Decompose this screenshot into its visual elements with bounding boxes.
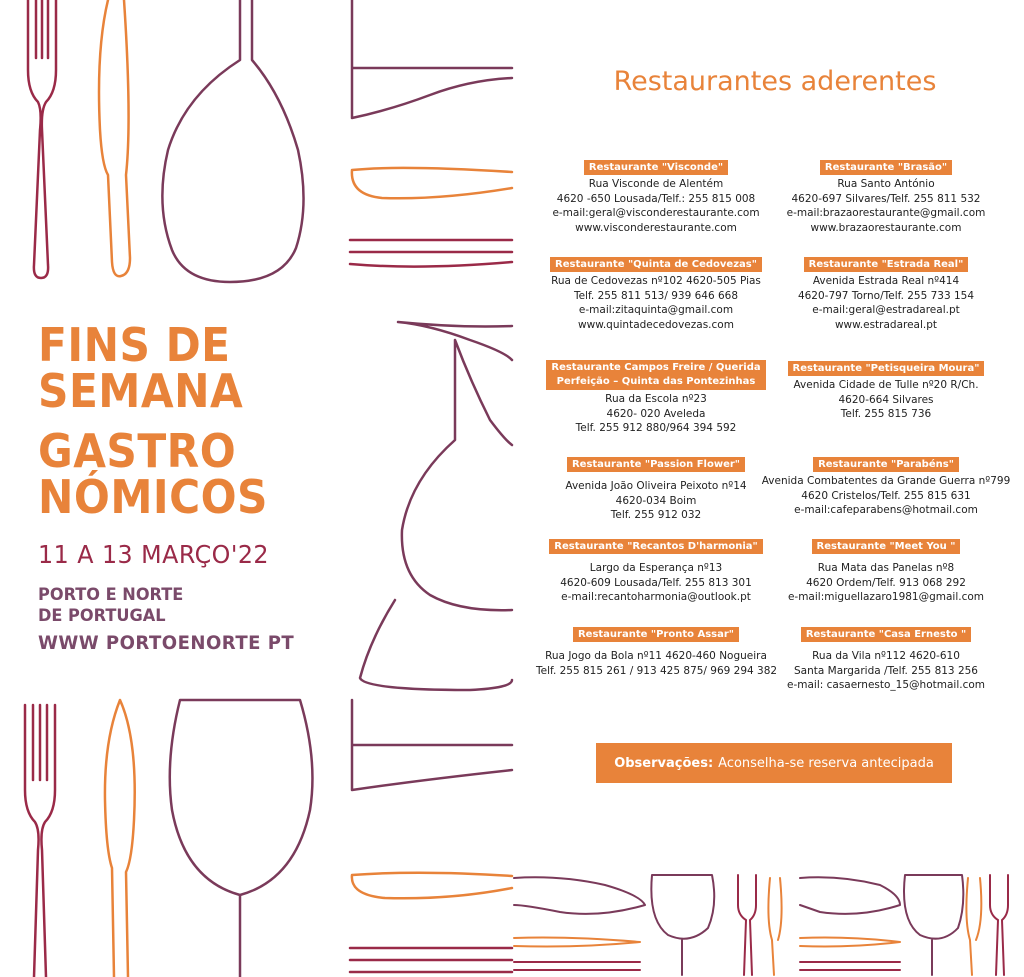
headline-line-3: GASTRO bbox=[38, 424, 237, 478]
restaurant-card: Restaurante "Visconde" Rua Visconde de Alentém 4620 -650 Lousada/Telf.: 255 815 008 e-mail:geral@visconderestaurante.com www.visconderestaurante.com bbox=[552, 162, 760, 234]
headline-line-4: NÓMICOS bbox=[38, 470, 268, 524]
restaurant-card: Restaurante "Recantos D'harmonia" Largo da Esperança nº13 4620-609 Lousada/Telf. 255 813 301 e-mail:recantoharmonia@outlook.pt bbox=[546, 539, 766, 605]
observations-label: Observações: bbox=[614, 755, 714, 771]
restaurant-card: Restaurante "Parabéns" Avenida Combatentes da Grande Guerra nº799 4620 Cristelos/Telf. 255 815 631 e-mail:cafeparabens@hotmail.com bbox=[761, 459, 1011, 517]
restaurant-name: Restaurante "Quinta de Cedovezas" bbox=[550, 257, 762, 272]
observations-banner bbox=[596, 743, 952, 783]
restaurant-card: Restaurante "Estrada Real" Avenida Estrada Real nº414 4620-797 Torno/Telf. 255 733 154 e-mail:geral@estradareal.pt www.estradareal.pt bbox=[797, 259, 975, 331]
restaurant-card: Restaurante "Passion Flower" Avenida João Oliveira Peixoto nº14 4620-034 Boim Telf. 255 912 032 bbox=[565, 459, 747, 522]
restaurant-name: Restaurante "Casa Ernesto " bbox=[801, 627, 971, 642]
knife-icon bbox=[105, 700, 135, 977]
cutlery-strip bbox=[514, 875, 1008, 975]
restaurant-name: Restaurante "Petisqueira Moura" bbox=[788, 361, 985, 376]
wine-glass-icon bbox=[162, 0, 303, 282]
knife-icon bbox=[99, 0, 130, 276]
region-line-1: PORTO E NORTE bbox=[38, 585, 184, 605]
restaurant-name: Restaurante "Visconde" bbox=[584, 160, 728, 175]
restaurant-card: Restaurante "Pronto Assar" Rua Jogo da Bola nº11 4620-460 Nogueira Telf. 255 815 261 / 913 425 875/ 969 294 382 bbox=[536, 629, 778, 677]
restaurant-name: Restaurante "Passion Flower" bbox=[567, 457, 745, 472]
restaurant-card: Restaurante "Petisqueira Moura" Avenida Cidade de Tulle nº20 R/Ch. 4620-664 Silvares Telf. 255 815 736 bbox=[776, 361, 996, 422]
restaurant-name: Restaurante "Brasão" bbox=[820, 160, 952, 175]
restaurant-card: Restaurante "Quinta de Cedovezas" Rua de Cedovezas nº102 4620-505 Pias Telf. 255 811 513/ 939 646 668 e-mail:zitaquinta@gmail.com www.quintadecedovezas.com bbox=[551, 259, 761, 331]
region-line-2: DE PORTUGAL bbox=[38, 606, 166, 626]
restaurant-name: Restaurante "Estrada Real" bbox=[804, 257, 969, 272]
restaurant-card: Restaurante "Meet You " Rua Mata das Panelas nº8 4620 Ordem/Telf. 913 068 292 e-mail:miguellazaro1981@gmail.com bbox=[787, 541, 985, 604]
headline-line-1: FINS DE bbox=[38, 318, 231, 372]
event-dates: 11 A 13 MARÇO'22 bbox=[38, 540, 270, 569]
restaurant-name: Restaurante Campos Freire / Querida Perfeição – Quinta das Pontezinhas bbox=[546, 360, 765, 390]
section-title: Restaurantes aderentes bbox=[613, 66, 937, 97]
website: WWW PORTOENORTE PT bbox=[38, 632, 295, 654]
restaurant-card: Restaurante Campos Freire / Querida Perfeição – Quinta das Pontezinhas Rua da Escola nº23 4620- 020 Aveleda Telf. 255 912 880/964 394 592 bbox=[546, 360, 766, 436]
headline-line-2: SEMANA bbox=[38, 364, 244, 418]
wine-glass-icon bbox=[170, 700, 313, 977]
observations-text: Aconselha-se reserva antecipada bbox=[718, 755, 934, 771]
restaurant-card: Restaurante "Brasão" Rua Santo António 4620-697 Silvares/Telf. 255 811 532 e-mail:brazaorestaurante@gmail.com www.brazaorestaurante.com bbox=[786, 162, 986, 234]
restaurant-name: Restaurante "Recantos D'harmonia" bbox=[549, 539, 762, 554]
restaurant-name: Restaurante "Meet You " bbox=[812, 539, 961, 554]
restaurant-name: Restaurante "Parabéns" bbox=[813, 457, 959, 472]
restaurant-card: Restaurante "Casa Ernesto " Rua da Vila nº112 4620-610 Santa Margarida /Telf. 255 813 256 e-mail: casaernesto_15@hotmail.com bbox=[786, 629, 986, 692]
restaurant-name: Restaurante "Pronto Assar" bbox=[573, 627, 739, 642]
